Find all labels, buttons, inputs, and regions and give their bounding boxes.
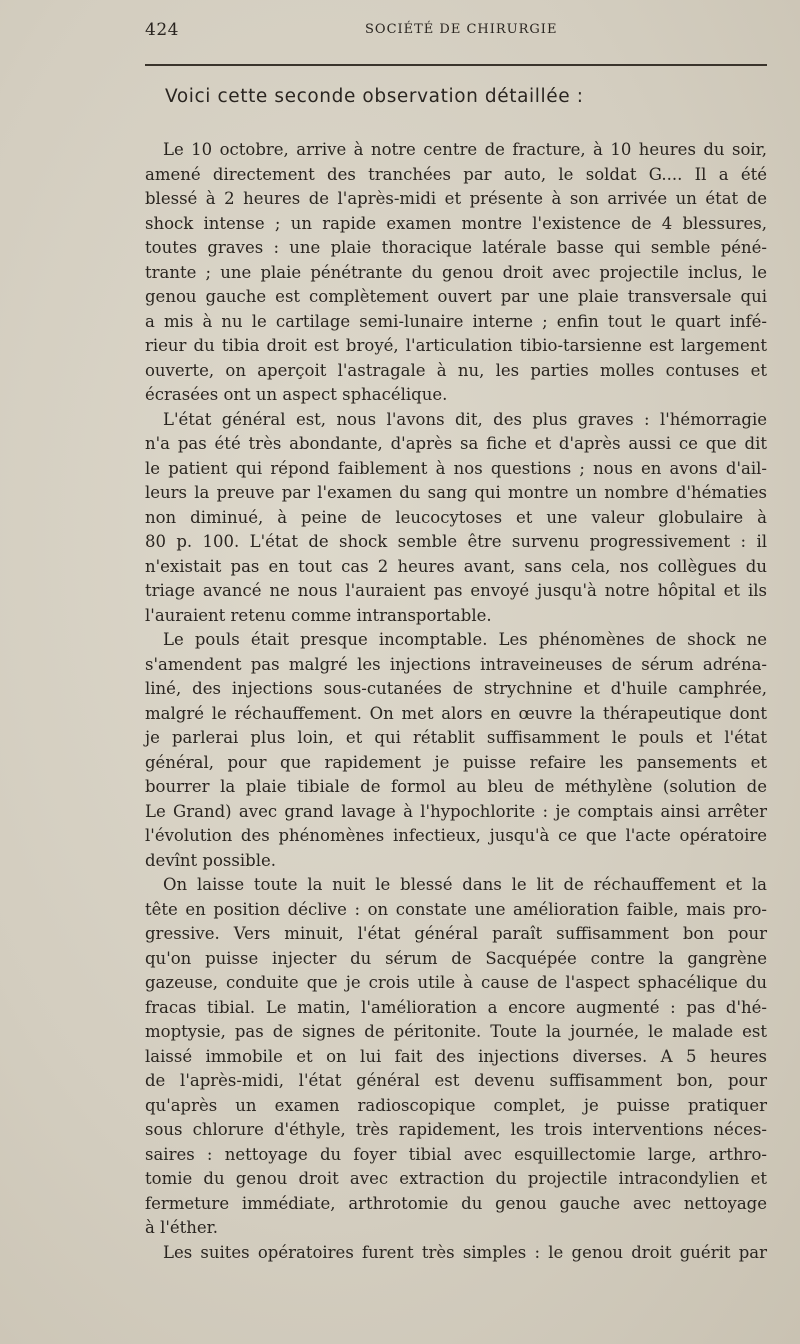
- intro-line: Voici cette seconde observation détaillée :: [165, 86, 584, 107]
- text-line: de l'après-midi, l'état général est devenu suffisamment bon, pour: [145, 1071, 767, 1090]
- page-header: [145, 20, 765, 44]
- text-line: laissé immobile et on lui fait des injections diverses. A 5 heures: [145, 1046, 767, 1066]
- text-line: Le pouls était presque incomptable. Les phénomènes de shock ne: [163, 630, 767, 649]
- paragraph: [145, 628, 767, 873]
- header-rule: [145, 64, 767, 66]
- text-line: le patient qui répond faiblement à nos questions ; nous en avons d'ail-: [145, 458, 767, 478]
- text-line: à l'éther.: [145, 1218, 219, 1237]
- text-line: fermeture immédiate, arthrotomie du genou gauche avec nettoyage: [145, 1193, 767, 1213]
- text-line: n'existait pas en tout cas 2 heures avant, sans cela, nos collègues du: [145, 556, 767, 576]
- text-line: triage avancé ne nous l'auraient pas envoyé jusqu'à notre hôpital et ils: [145, 581, 767, 600]
- text-line: leurs la preuve par l'examen du sang qui montre un nombre d'hématies: [145, 483, 767, 502]
- text-line: On laisse toute la nuit le blessé dans le lit de réchauffement et la: [163, 875, 767, 894]
- text-line: non diminué, à peine de leucocytoses et une valeur globulaire à: [145, 507, 767, 527]
- text-line: devînt possible.: [145, 850, 276, 870]
- paragraph: [145, 138, 767, 408]
- text-line: malgré le réchauffement. On met alors en œuvre la thérapeutique dont: [145, 703, 767, 723]
- text-line: n'a pas été très abondante, d'après sa fiche et d'après aussi ce que dit: [145, 434, 767, 453]
- paragraph: [145, 1241, 767, 1266]
- text-line: amené directement des tranchées par auto, le soldat G.... Il a été: [145, 164, 767, 184]
- text-line: fracas tibial. Le matin, l'amélioration a encore augmenté : pas d'hé-: [145, 997, 767, 1017]
- text-line: shock intense ; un rapide examen montre l'existence de 4 blessures,: [145, 213, 767, 233]
- text-line: bourrer la plaie tibiale de formol au bleu de méthylène (solution de: [145, 777, 767, 796]
- text-line: qu'on puisse injecter du sérum de Sacquépée contre la gangrène: [145, 948, 767, 968]
- paragraph: [145, 408, 767, 629]
- text-line: écrasées ont un aspect sphacélique.: [145, 385, 448, 404]
- text-line: tête en position déclive : on constate une amélioration faible, mais pro-: [145, 899, 767, 919]
- text-line: Les suites opératoires furent très simples : le genou droit guérit par: [163, 1242, 767, 1262]
- text-line: saires : nettoyage du foyer tibial avec esquillectomie large, arthro-: [145, 1144, 767, 1164]
- text-line: tomie du genou droit avec extraction du projectile intracondylien et: [145, 1169, 767, 1188]
- text-line: ouverte, on aperçoit l'astragale à nu, les parties molles contuses et: [145, 360, 767, 380]
- text-line: gressive. Vers minuit, l'état général paraît suffisamment bon pour: [145, 924, 767, 943]
- running-head: SOCIÉTÉ DE CHIRURGIE: [365, 22, 558, 37]
- body-text: [145, 138, 767, 1265]
- page-number: 424: [145, 20, 179, 40]
- text-line: a mis à nu le cartilage semi-lunaire interne ; enfin tout le quart infé-: [145, 311, 767, 331]
- text-line: blessé à 2 heures de l'après-midi et présente à son arrivée un état de: [145, 189, 767, 208]
- text-line: trante ; une plaie pénétrante du genou droit avec projectile inclus, le: [145, 262, 767, 282]
- text-line: 80 p. 100. L'état de shock semble être survenu progressivement : il: [145, 532, 767, 551]
- text-line: qu'après un examen radioscopique complet, je puisse pratiquer: [145, 1095, 767, 1115]
- text-line: liné, des injections sous-cutanées de strychnine et d'huile camphrée,: [145, 679, 767, 698]
- text-line: gazeuse, conduite que je crois utile à cause de l'aspect sphacélique du: [145, 973, 767, 992]
- text-line: sous chlorure d'éthyle, très rapidement, les trois interventions néces-: [145, 1120, 767, 1139]
- text-line: l'auraient retenu comme intransportable.: [145, 605, 492, 625]
- text-line: L'état général est, nous l'avons dit, des plus graves : l'hémorragie: [163, 409, 767, 429]
- text-line: toutes graves : une plaie thoracique latérale basse qui semble péné-: [145, 238, 767, 257]
- text-line: genou gauche est complètement ouvert par une plaie transversale qui: [145, 287, 767, 306]
- paragraph: [145, 873, 767, 1241]
- text-line: rieur du tibia droit est broyé, l'articulation tibio-tarsienne est largement: [145, 336, 767, 355]
- text-line: général, pour que rapidement je puisse refaire les pansements et: [145, 752, 767, 772]
- text-line: s'amendent pas malgré les injections intraveineuses de sérum adréna-: [145, 654, 767, 674]
- text-line: Le 10 octobre, arrive à notre centre de fracture, à 10 heures du soir,: [163, 140, 767, 159]
- text-line: moptysie, pas de signes de péritonite. Toute la journée, le malade est: [145, 1022, 767, 1041]
- text-line: Le Grand) avec grand lavage à l'hypochlorite : je comptais ainsi arrêter: [145, 801, 767, 821]
- text-line: je parlerai plus loin, et qui rétablit suffisamment le pouls et l'état: [145, 728, 767, 747]
- text-line: l'évolution des phénomènes infectieux, jusqu'à ce que l'acte opératoire: [145, 826, 767, 845]
